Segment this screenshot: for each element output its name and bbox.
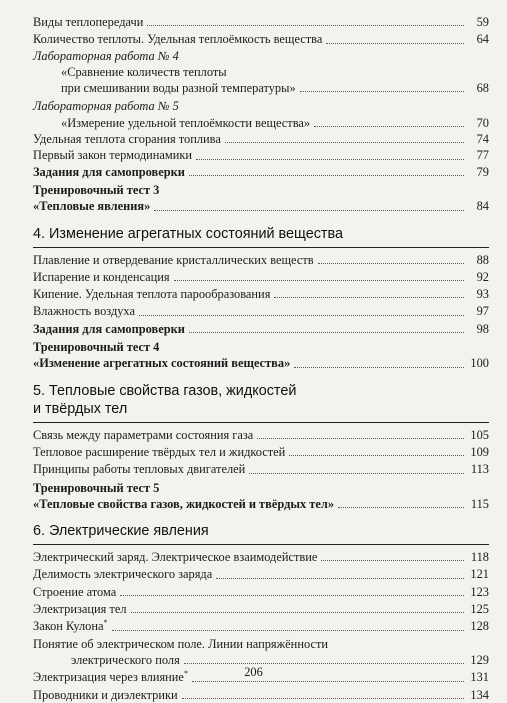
training-test-label: Тренировочный тест 3 bbox=[33, 182, 160, 197]
dot-leader bbox=[274, 297, 464, 298]
toc-entry-title: Кипение. Удельная теплота парообразования bbox=[33, 287, 271, 302]
toc-entry-title: Электрический заряд. Электрическое взаимодействие bbox=[33, 550, 318, 565]
toc-entry-title: Задания для самопроверки bbox=[33, 164, 185, 179]
toc-entry-title: «Измерение удельной теплоёмкости вещества» bbox=[61, 115, 311, 130]
toc-entry-title-text: Электризация через влияние bbox=[33, 670, 184, 685]
toc-entry-page: 115 bbox=[470, 496, 489, 511]
toc-entry-page: 97 bbox=[476, 304, 489, 319]
toc-entry-page: 92 bbox=[476, 269, 489, 284]
dot-leader bbox=[189, 175, 464, 176]
toc-entry-page: 70 bbox=[476, 115, 489, 130]
toc-entry[interactable] bbox=[33, 14, 489, 30]
dot-leader bbox=[318, 263, 464, 264]
toc-entry-title: «Тепловые явления» bbox=[33, 199, 151, 214]
training-test-label: Тренировочный тест 4 bbox=[33, 340, 160, 355]
dot-leader bbox=[131, 612, 465, 613]
dot-leader bbox=[196, 159, 464, 160]
toc-entry-title: Количество теплоты. Удельная теплоёмкость вещества bbox=[33, 32, 323, 47]
toc-entry-title: при смешивании воды разной температуры» bbox=[61, 81, 296, 96]
dot-leader bbox=[139, 315, 464, 316]
toc-entry[interactable] bbox=[33, 687, 489, 703]
toc-entry-title: Первый закон термодинамики bbox=[33, 148, 193, 163]
toc-entry-test-5[interactable] bbox=[33, 496, 489, 512]
toc-entry-title: Задания для самопроверки bbox=[33, 321, 185, 336]
toc-entry-title-text: Закон Кулона bbox=[33, 619, 104, 634]
toc-entry[interactable] bbox=[33, 269, 489, 285]
section-heading-line: 5. Тепловые свойства газов, жидкостей bbox=[33, 382, 297, 399]
toc-entry-page: 98 bbox=[476, 321, 489, 336]
toc-entry[interactable] bbox=[33, 303, 489, 319]
toc-entry[interactable] bbox=[33, 147, 489, 163]
toc-entry-title: Строение атома bbox=[33, 584, 117, 599]
toc-entry[interactable] bbox=[33, 252, 489, 268]
dot-leader bbox=[216, 578, 464, 579]
toc-entry-title: «Тепловые свойства газов, жидкостей и твёрдых тел» bbox=[33, 496, 335, 511]
toc-entry-title: Плавление и отвердевание кристаллических веществ bbox=[33, 252, 314, 267]
toc-entry[interactable] bbox=[33, 427, 489, 443]
toc-entry-page: 109 bbox=[470, 444, 489, 459]
page-number: 206 bbox=[244, 665, 263, 679]
toc-entry-title: Делимость электрического заряда bbox=[33, 567, 213, 582]
toc-entry[interactable] bbox=[33, 286, 489, 302]
section-heading-4: 4. Изменение агрегатных состояний вещества bbox=[33, 225, 489, 248]
toc-entry[interactable] bbox=[33, 549, 489, 565]
toc-entry[interactable] bbox=[33, 131, 489, 147]
toc-entry[interactable] bbox=[33, 461, 489, 477]
dot-leader bbox=[338, 507, 464, 508]
dot-leader bbox=[225, 142, 464, 143]
dot-leader bbox=[289, 455, 464, 456]
footnote-mark: * bbox=[183, 669, 188, 679]
dot-leader bbox=[300, 91, 464, 92]
toc-entry-lab-5[interactable] bbox=[33, 115, 489, 131]
section-heading-line: и твёрдых тел bbox=[33, 400, 128, 417]
toc-entry-page: 59 bbox=[476, 15, 489, 29]
toc-entry-title: «Изменение агрегатных состояний вещества» bbox=[33, 356, 291, 371]
toc-entry-self-check[interactable] bbox=[33, 164, 489, 180]
toc-entry-page: 123 bbox=[470, 584, 489, 599]
toc-entry-page: 84 bbox=[476, 199, 489, 214]
toc-entry-title: Влажность воздуха bbox=[33, 304, 135, 319]
dot-leader bbox=[257, 438, 464, 439]
dot-leader bbox=[120, 595, 464, 596]
dot-leader bbox=[326, 43, 464, 44]
toc-entry-page: 68 bbox=[476, 81, 489, 96]
toc-entry-title: Удельная теплота сгорания топлива bbox=[33, 132, 221, 147]
toc-entry-page: 88 bbox=[476, 252, 489, 267]
toc-entry-test-4[interactable] bbox=[33, 355, 489, 371]
toc-entry-page: 64 bbox=[476, 32, 489, 47]
dot-leader bbox=[314, 126, 464, 127]
toc-entry-title: Электризация тел bbox=[33, 602, 127, 617]
toc-entry-page: 134 bbox=[470, 687, 489, 702]
toc-entry-lab-4[interactable] bbox=[33, 80, 489, 96]
dot-leader bbox=[189, 332, 464, 333]
section-heading-5 bbox=[33, 382, 489, 423]
dot-leader bbox=[112, 630, 464, 631]
toc-entry-title: Испарение и конденсация bbox=[33, 269, 170, 284]
toc-entry[interactable] bbox=[33, 566, 489, 582]
toc-entry-page: 79 bbox=[476, 164, 489, 179]
toc-entry[interactable] bbox=[33, 444, 489, 460]
toc-entry-page: 128 bbox=[470, 619, 489, 634]
toc-entry[interactable] bbox=[33, 618, 489, 634]
toc-entry-page: 131 bbox=[470, 670, 489, 685]
dot-leader bbox=[147, 25, 464, 26]
toc-entry-title bbox=[33, 618, 108, 634]
dot-leader bbox=[249, 473, 464, 474]
toc-entry-page: 113 bbox=[470, 462, 489, 477]
dot-leader bbox=[182, 698, 464, 699]
toc-entry-page: 125 bbox=[470, 602, 489, 617]
toc-entry-test-3[interactable] bbox=[33, 198, 489, 214]
training-test-label: Тренировочный тест 5 bbox=[33, 480, 160, 495]
toc-entry-page: 74 bbox=[476, 132, 489, 147]
dot-leader bbox=[174, 280, 464, 281]
dot-leader bbox=[192, 681, 464, 682]
toc-entry-title: Принципы работы тепловых двигателей bbox=[33, 462, 246, 477]
lab-work-label: Лабораторная работа № 5 bbox=[33, 99, 179, 114]
toc-entry-title: Связь между параметрами состояния газа bbox=[33, 427, 254, 442]
dot-leader bbox=[321, 560, 464, 561]
toc-entry-page: 93 bbox=[476, 287, 489, 302]
footnote-mark: * bbox=[103, 618, 108, 628]
toc-entry-self-check[interactable] bbox=[33, 321, 489, 337]
toc-entry-title: Тепловое расширение твёрдых тел и жидкостей bbox=[33, 444, 286, 459]
toc-entry-title: Проводники и диэлектрики bbox=[33, 687, 178, 702]
toc-entry[interactable] bbox=[33, 584, 489, 600]
toc-entry[interactable] bbox=[33, 31, 489, 47]
toc-entry-title-line: Понятие об электрическом поле. Линии напряжённости bbox=[33, 636, 328, 651]
toc-entry-page: 121 bbox=[470, 567, 489, 582]
toc-entry-title: Виды теплопередачи bbox=[33, 15, 144, 29]
toc-entry-page: 105 bbox=[470, 427, 489, 442]
lab-work-label: Лабораторная работа № 4 bbox=[33, 48, 179, 63]
section-heading-6: 6. Электрические явления bbox=[33, 522, 489, 545]
lab-work-title-line: «Сравнение количеств теплоты bbox=[61, 64, 227, 79]
table-of-contents bbox=[33, 14, 489, 703]
dot-leader bbox=[154, 210, 464, 211]
toc-entry[interactable] bbox=[33, 601, 489, 617]
toc-entry-page: 77 bbox=[476, 148, 489, 163]
toc-entry-title: электрического поля bbox=[71, 652, 180, 667]
toc-entry-page: 118 bbox=[470, 550, 489, 565]
dot-leader bbox=[294, 367, 464, 368]
toc-entry-page: 129 bbox=[470, 652, 489, 667]
toc-entry-page: 100 bbox=[470, 356, 489, 371]
